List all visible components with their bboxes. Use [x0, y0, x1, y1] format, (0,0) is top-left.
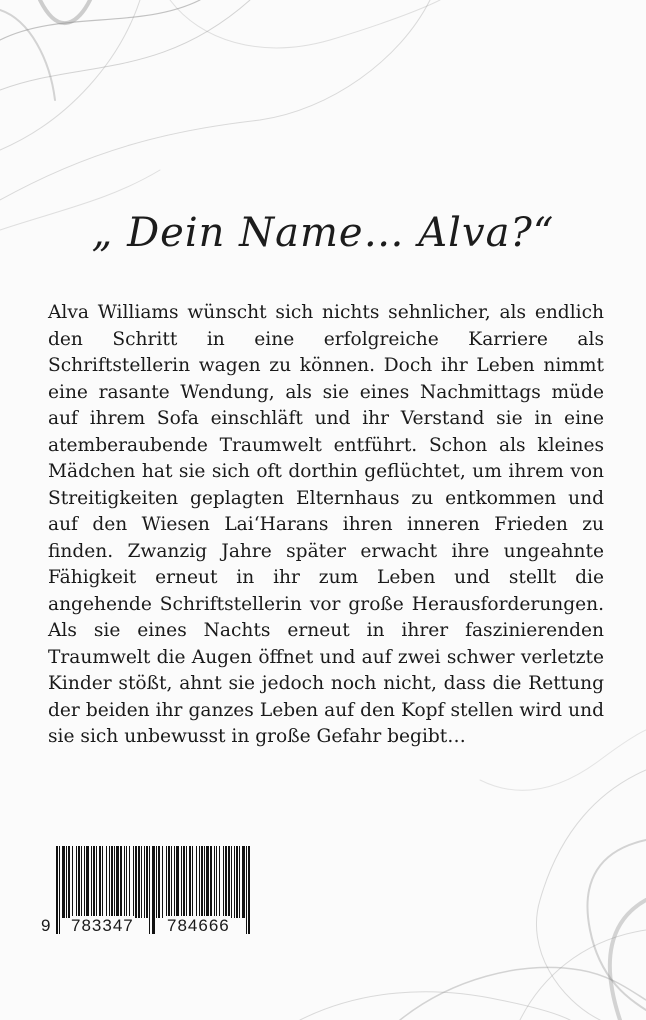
barcode-group-right: 784666 [167, 916, 230, 935]
tagline-quote: „ Dein Name… Alva?“ [91, 210, 555, 256]
back-cover-blurb: Alva Williams wünscht sich nichts sehnlicher, als endlich den Schritt in eine erfolgreiche Karriere als Schriftstellerin wagen zu können. Doch ihr Leben nimmt eine rasante Wendung, als sie eines Nachmittags müde auf ihrem Sofa einschläft und ihr Verstand sie in eine atemberaubende Traumwelt entführt. Schon als kleines Mädchen hat sie sich oft dorthin geflüchtet, um ihrem von Streitigkeiten geplagten Elternhaus zu entkommen und auf den Wiesen Lai‘Harans ihren inneren Frieden zu finden. Zwanzig Jahre später erwacht ihre ungeahnte Fähigkeit erneut in ihr zum Leben und stellt die angehende Schriftstellerin vor große Herausforderungen. Als sie eines Nachts erneut in ihrer faszinierenden Traumwelt die Augen öffnet und auf zwei schwer verletzte Kinder stößt, ahnt sie jedoch noch nicht, dass die Rettung der beiden ihr ganzes Leben auf den Kopf stellen wird und sie sich unbewusst in große Gefahr begibt… [48, 302, 604, 747]
barcode-digit-first: 9 [41, 916, 51, 935]
barcode-group-left: 783347 [71, 916, 134, 935]
barcode-digits [41, 916, 254, 938]
isbn-barcode [41, 846, 264, 946]
